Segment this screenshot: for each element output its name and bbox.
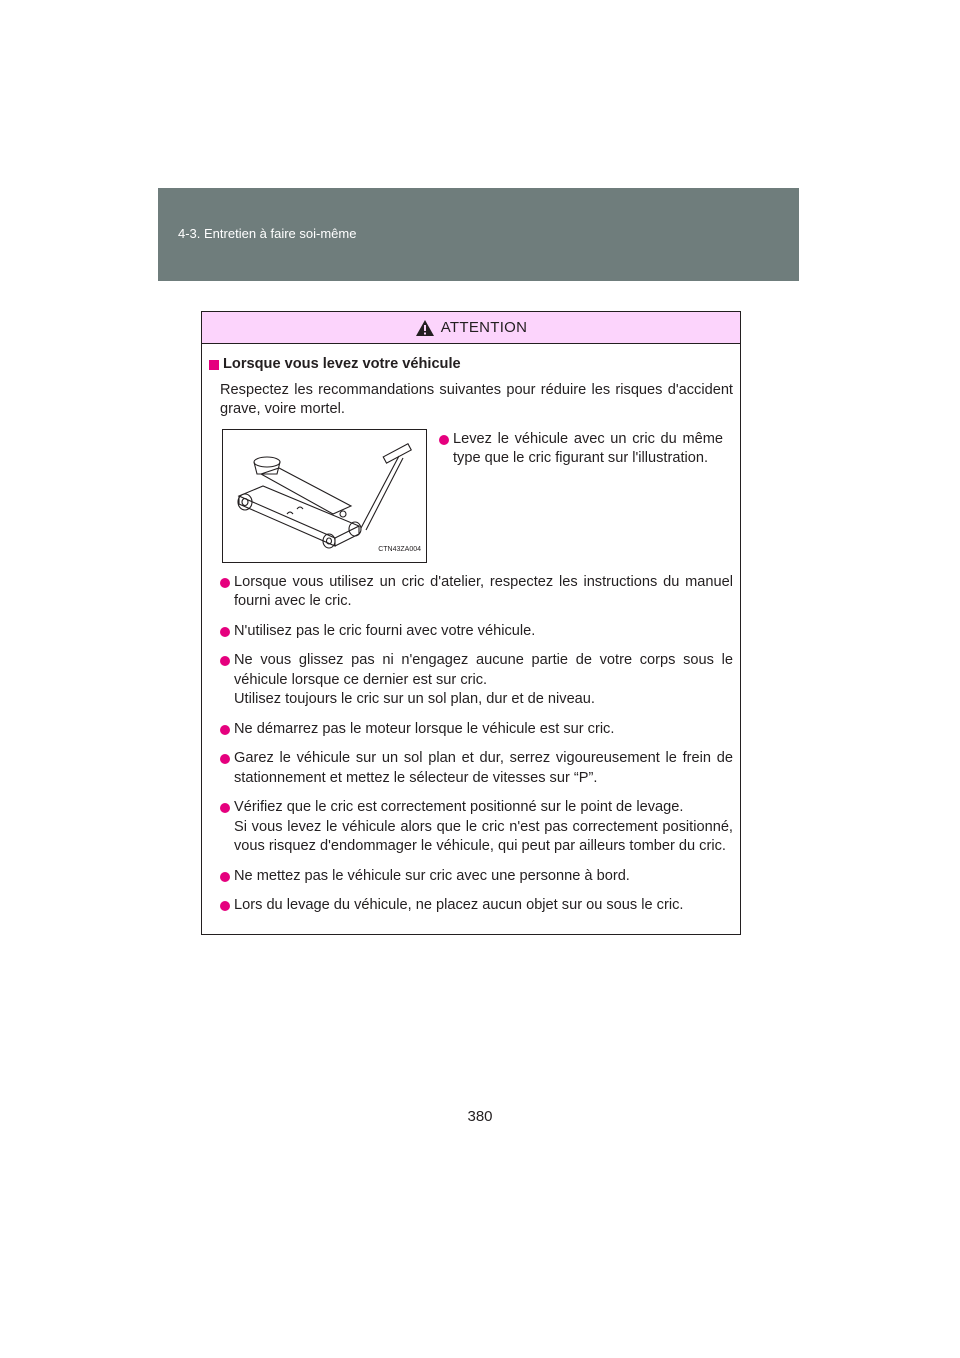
bullet-dot-icon	[439, 435, 449, 445]
warning-triangle-icon	[415, 319, 435, 337]
bullet-text-continuation: Si vous levez le véhicule alors que le cric n'est pas correctement positionné, vous risquez d'endommager le véhicule, qui peut par ailleurs tomber du cric.	[234, 818, 733, 854]
bullet-dot-icon	[220, 627, 230, 637]
bullet-dot-icon	[220, 754, 230, 764]
bullet-dot-icon	[220, 803, 230, 813]
figure-caption	[439, 429, 733, 563]
bullet-text-group	[234, 798, 733, 857]
figure-row	[209, 429, 733, 563]
section-title: 4-3. Entretien à faire soi-même	[178, 226, 357, 241]
bullet-text: Garez le véhicule sur un sol plan et dur, serrez vigoureusement le frein de stationnement et mettez le sélecteur de vitesses sur “P”.	[234, 750, 733, 786]
list-item	[220, 720, 733, 740]
page-number: 380	[467, 1108, 493, 1125]
list-item	[220, 749, 733, 788]
subhead	[209, 355, 733, 375]
list-item	[220, 798, 733, 857]
list-item	[220, 651, 733, 710]
bullet-dot-icon	[220, 901, 230, 911]
list-item	[220, 867, 733, 887]
bullet-text-continuation: Utilisez toujours le cric sur un sol plan, dur et de niveau.	[234, 691, 595, 707]
bullet-text: Ne vous glissez pas ni n'engagez aucune partie de votre corps sous le véhicule lorsque ce dernier est sur cric.	[234, 652, 733, 688]
bullet-text: N'utilisez pas le cric fourni avec votre véhicule.	[234, 622, 536, 639]
bullet-text: Lors du levage du véhicule, ne placez aucun objet sur ou sous le cric.	[234, 897, 684, 913]
bullet-text: Levez le véhicule avec un cric du même type que le cric figurant sur l'illustration.	[453, 430, 723, 466]
list-item	[220, 622, 733, 642]
figure-code: CTN43ZA004	[378, 546, 421, 553]
warning-body	[202, 344, 740, 916]
subhead-text: Lorsque vous levez votre véhicule	[223, 356, 461, 372]
intro-paragraph: Respectez les recommandations suivantes pour réduire les risques d'accident grave, voire mortel.	[220, 381, 733, 417]
bullet-text: Ne démarrez pas le moteur lorsque le véhicule est sur cric.	[234, 720, 615, 737]
bullet-dot-icon	[220, 656, 230, 666]
bullet-text: Ne mettez pas le véhicule sur cric avec une personne à bord.	[234, 867, 630, 884]
bullet-text: Vérifiez que le cric est correctement positionné sur le point de levage.	[234, 799, 684, 815]
square-bullet-icon	[209, 360, 219, 370]
bullet-text-group	[234, 651, 733, 710]
list-item	[220, 896, 733, 916]
bullet-list	[220, 573, 733, 916]
list-item	[220, 573, 733, 612]
bullet-dot-icon	[220, 578, 230, 588]
warning-header	[202, 312, 740, 344]
warning-box	[201, 311, 741, 935]
list-item	[439, 430, 723, 469]
bullet-dot-icon	[220, 872, 230, 882]
section-header-band	[158, 188, 799, 281]
jack-illustration	[222, 429, 427, 563]
bullet-dot-icon	[220, 725, 230, 735]
bullet-text: Lorsque vous utilisez un cric d'atelier, respectez les instructions du manuel fourni avec le cric.	[234, 573, 733, 609]
warning-title: ATTENTION	[440, 319, 528, 336]
